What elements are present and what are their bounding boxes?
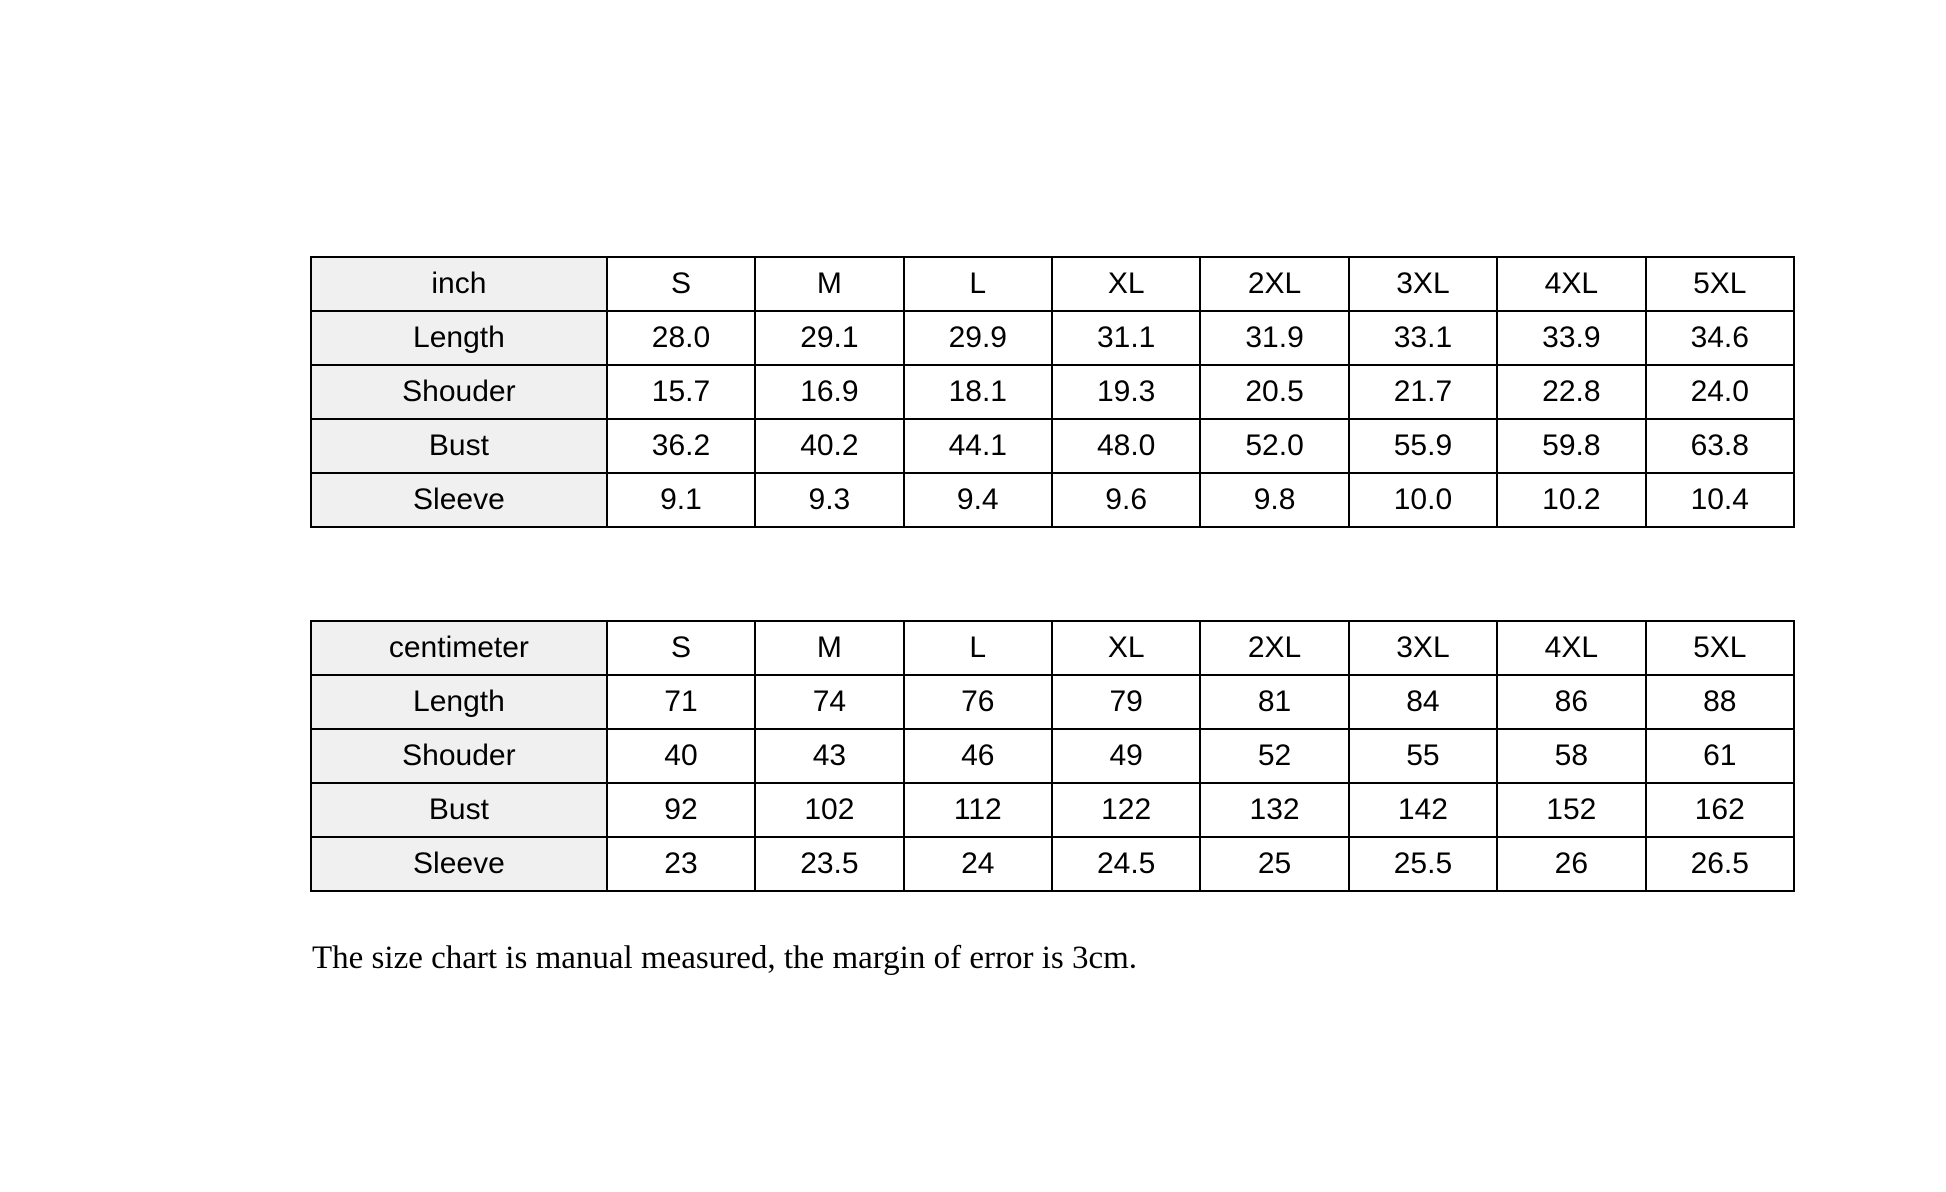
size-header-4xl: 4XL	[1497, 621, 1645, 675]
unit-label: centimeter	[311, 621, 607, 675]
cell-value: 31.9	[1200, 311, 1348, 365]
cell-value: 44.1	[904, 419, 1052, 473]
inch-size-table	[310, 256, 1795, 528]
cell-value: 33.1	[1349, 311, 1497, 365]
cell-value: 9.8	[1200, 473, 1348, 527]
cell-value: 92	[607, 783, 755, 837]
measure-label-sleeve: Sleeve	[311, 473, 607, 527]
measure-label-length: Length	[311, 675, 607, 729]
size-header-l: L	[904, 257, 1052, 311]
measure-label-bust: Bust	[311, 783, 607, 837]
cell-value: 112	[904, 783, 1052, 837]
cell-value: 63.8	[1646, 419, 1794, 473]
cell-value: 71	[607, 675, 755, 729]
cell-value: 34.6	[1646, 311, 1794, 365]
table-row	[311, 365, 1794, 419]
table-header-row	[311, 257, 1794, 311]
table-row	[311, 729, 1794, 783]
size-header-xl: XL	[1052, 257, 1200, 311]
cell-value: 9.6	[1052, 473, 1200, 527]
cell-value: 132	[1200, 783, 1348, 837]
table-row	[311, 675, 1794, 729]
cell-value: 40	[607, 729, 755, 783]
size-header-3xl: 3XL	[1349, 257, 1497, 311]
size-header-s: S	[607, 621, 755, 675]
size-header-m: M	[755, 621, 903, 675]
measurement-note: The size chart is manual measured, the margin of error is 3cm.	[312, 940, 1138, 976]
cell-value: 102	[755, 783, 903, 837]
cell-value: 10.2	[1497, 473, 1645, 527]
table-header-row	[311, 621, 1794, 675]
cell-value: 58	[1497, 729, 1645, 783]
size-header-4xl: 4XL	[1497, 257, 1645, 311]
cell-value: 88	[1646, 675, 1794, 729]
cell-value: 76	[904, 675, 1052, 729]
cell-value: 24.5	[1052, 837, 1200, 891]
cell-value: 29.9	[904, 311, 1052, 365]
table-row	[311, 837, 1794, 891]
table-row	[311, 473, 1794, 527]
cell-value: 48.0	[1052, 419, 1200, 473]
cell-value: 59.8	[1497, 419, 1645, 473]
size-header-5xl: 5XL	[1646, 621, 1794, 675]
cell-value: 25	[1200, 837, 1348, 891]
cell-value: 55	[1349, 729, 1497, 783]
size-header-xl: XL	[1052, 621, 1200, 675]
cell-value: 21.7	[1349, 365, 1497, 419]
cell-value: 20.5	[1200, 365, 1348, 419]
measure-label-shoulder: Shouder	[311, 365, 607, 419]
cell-value: 18.1	[904, 365, 1052, 419]
cell-value: 15.7	[607, 365, 755, 419]
cell-value: 26	[1497, 837, 1645, 891]
cell-value: 16.9	[755, 365, 903, 419]
cell-value: 24	[904, 837, 1052, 891]
cell-value: 52	[1200, 729, 1348, 783]
cell-value: 31.1	[1052, 311, 1200, 365]
cell-value: 122	[1052, 783, 1200, 837]
cell-value: 9.1	[607, 473, 755, 527]
cell-value: 46	[904, 729, 1052, 783]
measure-label-shoulder: Shouder	[311, 729, 607, 783]
cell-value: 29.1	[755, 311, 903, 365]
measure-label-length: Length	[311, 311, 607, 365]
cell-value: 23	[607, 837, 755, 891]
size-header-m: M	[755, 257, 903, 311]
cell-value: 61	[1646, 729, 1794, 783]
table-row	[311, 311, 1794, 365]
cell-value: 10.0	[1349, 473, 1497, 527]
cell-value: 162	[1646, 783, 1794, 837]
cell-value: 79	[1052, 675, 1200, 729]
measure-label-bust: Bust	[311, 419, 607, 473]
cell-value: 36.2	[607, 419, 755, 473]
table-row	[311, 783, 1794, 837]
cell-value: 40.2	[755, 419, 903, 473]
table-row	[311, 419, 1794, 473]
centimeter-size-table	[310, 620, 1795, 892]
cell-value: 19.3	[1052, 365, 1200, 419]
cell-value: 33.9	[1497, 311, 1645, 365]
cell-value: 142	[1349, 783, 1497, 837]
cell-value: 23.5	[755, 837, 903, 891]
unit-label: inch	[311, 257, 607, 311]
cell-value: 52.0	[1200, 419, 1348, 473]
cell-value: 9.3	[755, 473, 903, 527]
cell-value: 22.8	[1497, 365, 1645, 419]
size-header-l: L	[904, 621, 1052, 675]
cell-value: 55.9	[1349, 419, 1497, 473]
cell-value: 25.5	[1349, 837, 1497, 891]
cell-value: 74	[755, 675, 903, 729]
cell-value: 81	[1200, 675, 1348, 729]
cell-value: 152	[1497, 783, 1645, 837]
size-header-5xl: 5XL	[1646, 257, 1794, 311]
cell-value: 24.0	[1646, 365, 1794, 419]
cell-value: 28.0	[607, 311, 755, 365]
cell-value: 26.5	[1646, 837, 1794, 891]
cell-value: 9.4	[904, 473, 1052, 527]
cell-value: 10.4	[1646, 473, 1794, 527]
size-header-s: S	[607, 257, 755, 311]
cell-value: 84	[1349, 675, 1497, 729]
cell-value: 86	[1497, 675, 1645, 729]
size-header-3xl: 3XL	[1349, 621, 1497, 675]
cell-value: 43	[755, 729, 903, 783]
cell-value: 49	[1052, 729, 1200, 783]
measure-label-sleeve: Sleeve	[311, 837, 607, 891]
size-header-2xl: 2XL	[1200, 257, 1348, 311]
size-header-2xl: 2XL	[1200, 621, 1348, 675]
